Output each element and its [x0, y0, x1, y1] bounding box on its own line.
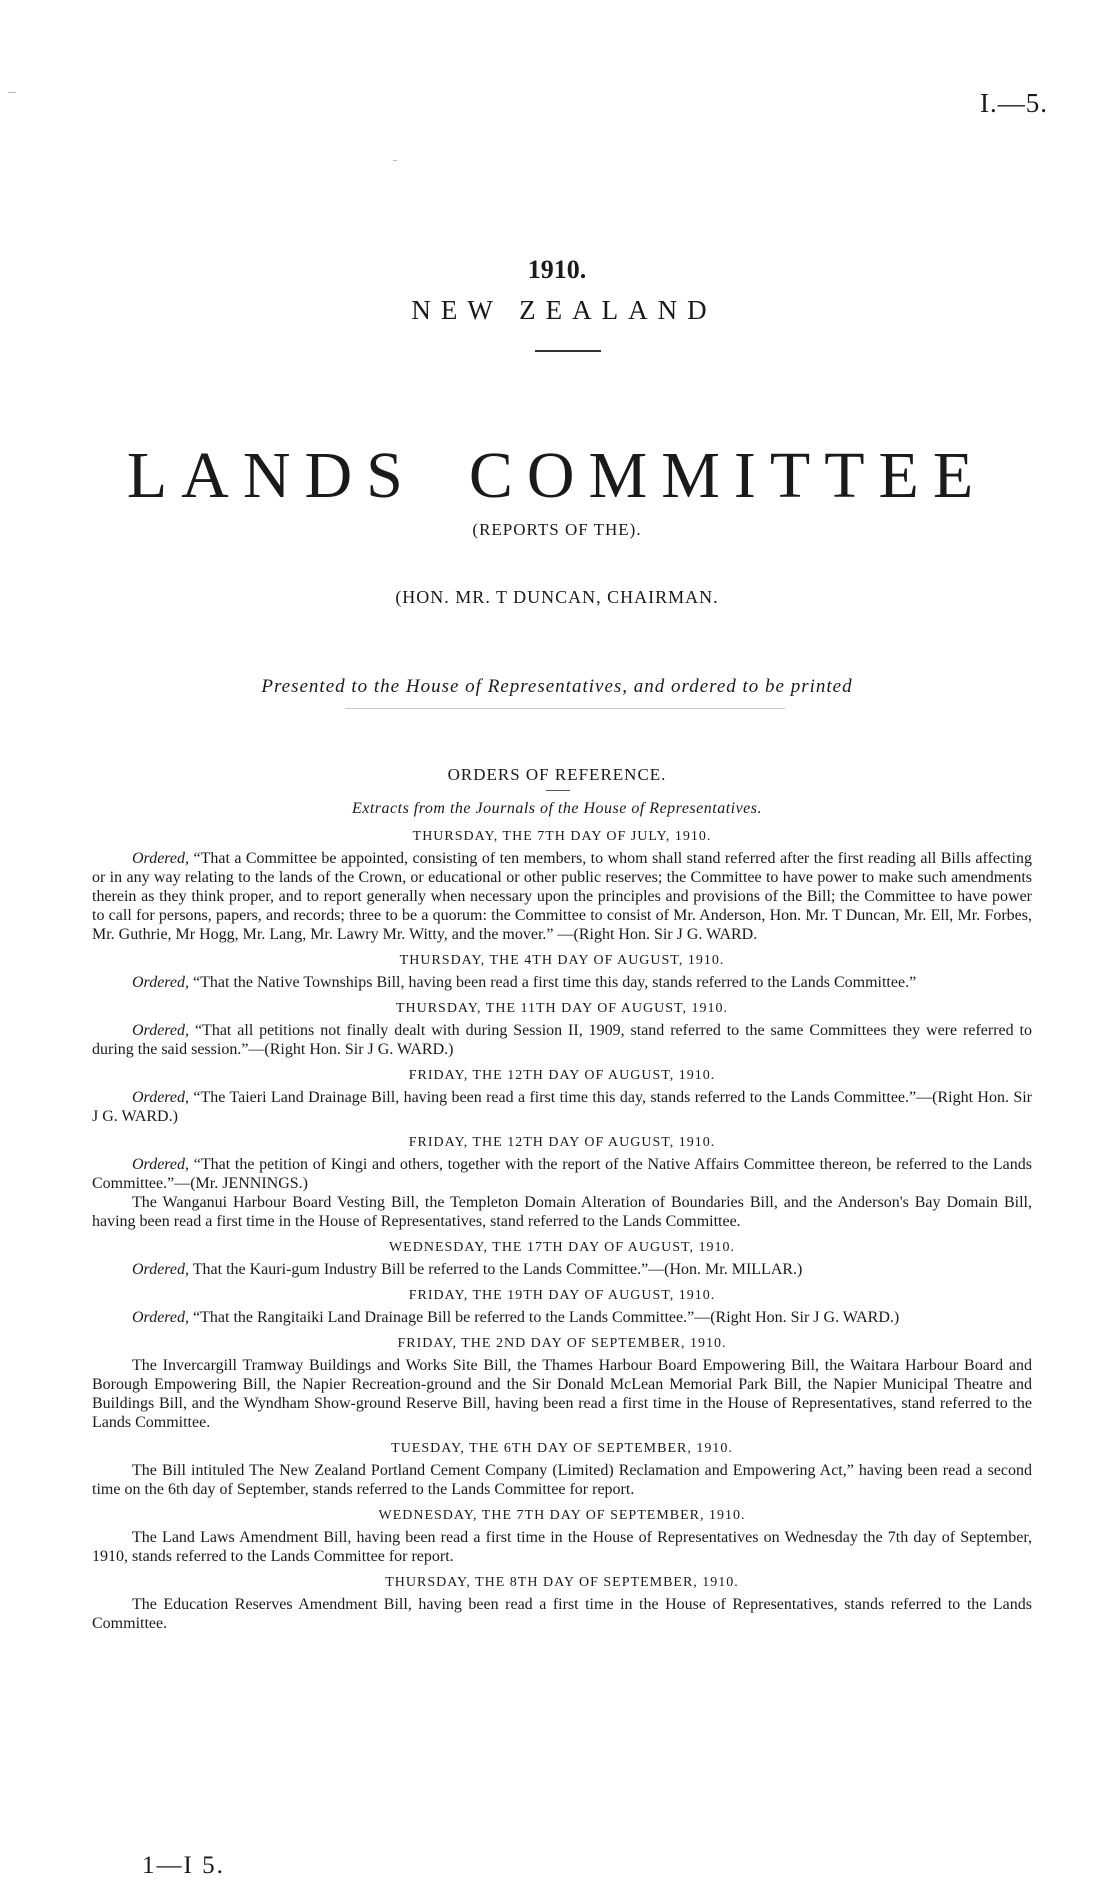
- order-text: The Bill intituled The New Zealand Portland Cement Company (Limited) Reclamation and Empowering Act,” having been read a second time on the 6th day of September, stands referred to the Lands Committee for report.: [92, 1462, 1032, 1498]
- order-lead: Ordered,: [132, 1022, 190, 1039]
- order-paragraph: [92, 1260, 1032, 1279]
- order-paragraph: [92, 973, 1032, 992]
- order-paragraph: [92, 1356, 1032, 1432]
- order-text: “That the Rangitaiki Land Drainage Bill be referred to the Lands Committee.”—(Right Hon. Sir J G. WARD.): [189, 1309, 900, 1326]
- title-word-committee: COMMITTEE: [468, 439, 988, 512]
- order-text: “The Taieri Land Drainage Bill, having been read a first time this day, stands referred to the Lands Committee.”—(Right Hon. Sir J G. WARD.): [92, 1089, 1032, 1125]
- order-lead: Ordered,: [132, 1309, 190, 1326]
- page-reference: I.—5.: [980, 88, 1048, 118]
- entry-date: FRIDAY, THE 12TH DAY OF AUGUST, 1910.: [408, 1068, 716, 1083]
- title-divider: [535, 350, 601, 352]
- order-text: “That the Native Townships Bill, having been read a first time this day, stands referred to the Lands Committee.”: [189, 974, 917, 991]
- order-paragraph: [92, 1088, 1032, 1126]
- document-title: [0, 438, 1114, 514]
- order-paragraph: [92, 1528, 1032, 1566]
- order-paragraph: [92, 849, 1032, 944]
- order-paragraph: [92, 1308, 1032, 1327]
- order-lead: Ordered,: [132, 850, 190, 867]
- entry-date: FRIDAY, THE 12TH DAY OF AUGUST, 1910.: [408, 1135, 716, 1150]
- entry-date: FRIDAY, THE 19TH DAY OF AUGUST, 1910.: [408, 1288, 716, 1303]
- order-text: “That the petition of Kingi and others, together with the report of the Native Affairs Committee thereon, be referred to the Lands Committee.”—(Mr. JENNINGS.): [92, 1156, 1032, 1192]
- entry-date: THURSDAY, THE 11TH DAY OF AUGUST, 1910.: [395, 1001, 729, 1016]
- orders-divider: [546, 790, 570, 791]
- order-text: “That a Committee be appointed, consisting of ten members, to whom shall stand referred after the first reading all Bills affecting or in any way relating to the lands of the Crown, or educational or other public reserves; the Committee to have power to make such amendments therein as they think proper, and to report generally when necessary upon the principles and provisions of the Bill; the Committee to have power to call for persons, papers, and records; three to be a quorum: the Committee to consist of Mr. Anderson, Hon. Mr. T Duncan, Mr. Ell, Mr. Forbes, Mr. Guthrie, Mr Hogg, Mr. Lang, Mr. Lawry Mr. Witty, and the mover.” —(Right Hon. Sir J G. WARD.: [92, 850, 1032, 943]
- order-paragraph: The Wanganui Harbour Board Vesting Bill, the Templeton Domain Alteration of Boundaries Bill, and the Anderson's Bay Domain Bill, having been read a first time in the House of Representatives, stand referred to the Lands Committee.: [92, 1194, 1032, 1230]
- order-text: The Land Laws Amendment Bill, having been read a first time in the House of Representatives on Wednesday the 7th day of September, 1910, stands referred to the Lands Committee for report.: [92, 1529, 1032, 1565]
- signature-mark: 1—I 5.: [142, 1852, 225, 1879]
- order-lead: Ordered,: [132, 974, 190, 991]
- orders-body: [92, 827, 1032, 1633]
- order-lead: Ordered,: [132, 1156, 190, 1173]
- country-heading: NEW ZEALAND: [411, 295, 717, 325]
- title-word-lands: LANDS: [126, 439, 417, 512]
- presentation-note: Presented to the House of Representatives, and ordered to be printed: [261, 676, 853, 697]
- order-lead: Ordered,: [132, 1089, 190, 1106]
- presentation-divider: [345, 708, 785, 709]
- entry-date: TUESDAY, THE 6TH DAY OF SEPTEMBER, 1910.: [391, 1441, 733, 1456]
- order-paragraph: [92, 1155, 1032, 1193]
- extracts-subheading: Extracts from the Journals of the House of Representatives.: [351, 800, 763, 817]
- document-subtitle: (REPORTS OF THE).: [472, 520, 642, 539]
- order-text: That the Kauri-gum Industry Bill be referred to the Lands Committee.”—(Hon. Mr. MILLAR.): [189, 1261, 803, 1278]
- order-text: “That all petitions not finally dealt with during Session II, 1909, stand referred to the same Committees they were referred to during the said session.”—(Right Hon. Sir J G. WARD.): [92, 1022, 1032, 1058]
- scan-speck: [8, 92, 16, 93]
- entry-date: THURSDAY, THE 4TH DAY OF AUGUST, 1910.: [399, 953, 725, 968]
- orders-of-reference-heading: ORDERS OF REFERENCE.: [447, 765, 667, 784]
- entry-date: WEDNESDAY, THE 17TH DAY OF AUGUST, 1910.: [388, 1240, 736, 1255]
- scan-speck: [393, 160, 397, 161]
- order-text: The Education Reserves Amendment Bill, having been read a first time in the House of Representatives, stands referred to the Lands Committee.: [92, 1596, 1032, 1632]
- entry-date: WEDNESDAY, THE 7TH DAY OF SEPTEMBER, 1910.: [378, 1508, 746, 1523]
- order-lead: Ordered,: [132, 1261, 190, 1278]
- order-paragraph: [92, 1021, 1032, 1059]
- order-text: The Invercargill Tramway Buildings and Works Site Bill, the Thames Harbour Board Empowering Bill, the Waitara Harbour Board and Borough Empowering Bill, the Napier Recreation-ground and the Sir Donald McLean Memorial Park Bill, the Napier Municipal Theatre and Buildings Bill, and the Wyndham Show-ground Reserve Bill, having been read a first time in the House of Representatives, stand referred to the Lands Committee.: [92, 1357, 1032, 1431]
- order-paragraph: [92, 1595, 1032, 1633]
- document-year: 1910.: [527, 255, 587, 284]
- order-paragraph: [92, 1461, 1032, 1499]
- entry-date: THURSDAY, THE 7TH DAY OF JULY, 1910.: [412, 829, 712, 844]
- entry-date: THURSDAY, THE 8TH DAY OF SEPTEMBER, 1910.: [385, 1575, 739, 1590]
- entry-date: FRIDAY, THE 2ND DAY OF SEPTEMBER, 1910.: [397, 1336, 727, 1351]
- chairman-line: (HON. MR. T DUNCAN, CHAIRMAN.: [395, 587, 719, 607]
